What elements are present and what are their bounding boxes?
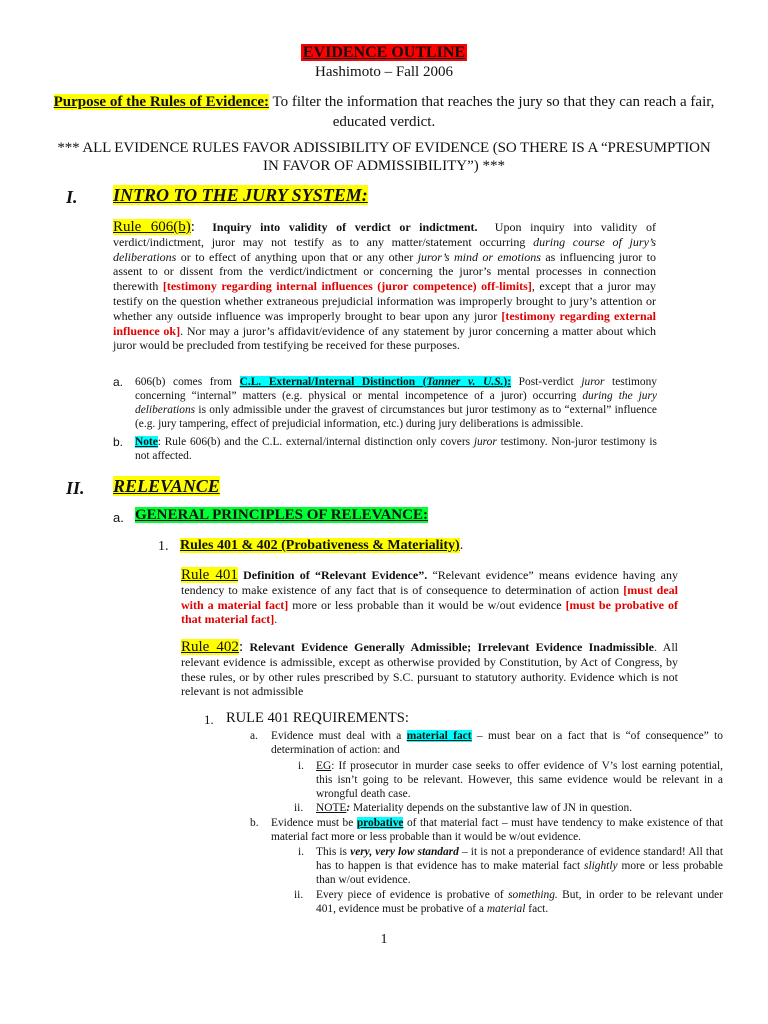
rule-402-heading: Relevant Evidence Generally Admissible; Irrelevant Evidence Inadmissible: [249, 640, 654, 654]
req-a-ii-paragraph: [316, 801, 723, 815]
cl-distinction-label: [240, 376, 511, 388]
purpose-line: [0, 94, 768, 111]
document-subtitle: Hashimoto – Fall 2006: [315, 64, 453, 80]
item-a-text: testimony concerning “internal” matters (e.g. physical or mental incompetence of a juror) occurring: [135, 376, 657, 402]
req-b-ii-paragraph: [316, 888, 723, 916]
rule-402-label: Rule 402: [181, 639, 239, 655]
section-2-numeral: II.: [66, 478, 85, 498]
item-b-text: testimony. Non-juror testimony is not affected.: [135, 436, 657, 462]
item-a-text: 606(b) comes from: [135, 376, 240, 388]
req-a-i-marker: i.: [298, 760, 305, 772]
item-a-text: is only admissible under the gravest of circumstances but juror testimony as to “external” influence (e.g. jury tampering, effect of prejudicial information, etc.) during jury deliberations is admissible.: [135, 404, 657, 430]
rule-606b-label: Rule 606(b): [113, 219, 191, 235]
probative-label: probative: [356, 817, 404, 829]
section-2-heading: [113, 476, 220, 497]
note-colon: :: [346, 802, 351, 814]
req-b-marker: b.: [250, 817, 259, 829]
item-a-italic: juror: [581, 376, 605, 388]
rule-606b-text: or to effect of anything upon that or any other: [176, 249, 418, 264]
cl-distinction-end: ):: [503, 376, 511, 388]
item-a-paragraph: [135, 375, 657, 431]
item-b-paragraph: [135, 435, 657, 463]
purpose-text-2: educated verdict.: [332, 114, 436, 130]
rule-606b-text: Upon inquiry into validity of verdict/indictment, juror may not testify as to any matter/statement occurring: [113, 220, 657, 249]
req-b-i-text: This is: [316, 846, 351, 858]
req-b-ii-text: But, in order to be relevant under 401, evidence must be probative of a: [316, 889, 723, 915]
req-a-marker: a.: [250, 730, 258, 742]
purpose-label: Purpose of the Rules of Evidence:: [53, 94, 269, 110]
req-a-i-text: : If prosecutor in murder case seeks to offer evidence of V’s lost earning potential, this isn’t going to be relevant. However, this same evidence would be relevant in a wrongful death case.: [316, 760, 723, 800]
rule-401-label: Rule 401: [181, 567, 238, 583]
sub-a-heading: [135, 507, 428, 524]
section-1-numeral: I.: [66, 187, 78, 207]
item-a-text: Post-verdict: [511, 376, 582, 388]
req-a-i-paragraph: [316, 759, 723, 801]
req-b-paragraph: [271, 816, 723, 844]
material-emphasis: material: [486, 903, 526, 915]
case-name: Tanner v. U.S.: [426, 376, 504, 388]
req-a-text: Evidence must deal with a: [271, 730, 407, 742]
rules-401-402-label: Rules 401 & 402 (Probativeness & Materiality): [180, 538, 460, 553]
sub-1-marker: 1.: [158, 539, 169, 554]
material-fact-label: material fact: [406, 730, 472, 742]
banner-line-1: *** ALL EVIDENCE RULES FAVOR ADISSIBILITY OF EVIDENCE (SO THERE IS A “PRESUMPTION: [57, 140, 711, 156]
req-b-ii-text: fact.: [525, 903, 549, 915]
item-a-marker: a.: [113, 375, 124, 389]
rule-606b-text: , except that a juror may testify on the question whether extraneous prejudicial information was improperly brought to jury’s attention or whether any outside influence was improperly brought to bear upon any juror: [113, 279, 656, 323]
req-heading: RULE 401 REQUIREMENTS:: [226, 710, 409, 726]
req-b-text: of that material fact – must have tendency to make existence of that material fact more or less probable than it would be w/out evidence.: [271, 817, 723, 843]
eg-label: EG: [316, 760, 332, 772]
item-b-text: : Rule 606(b) and the C.L. external/internal distinction only covers: [157, 436, 474, 448]
req-a-ii-marker: ii.: [294, 802, 304, 814]
rule-606b-text: as influencing juror to assent to or dissent from the verdict/indictment or concerning the juror’s mental processes in connection therewith: [113, 249, 656, 294]
cl-distinction-text: C.L. External/Internal Distinction (: [239, 376, 427, 388]
title-text: EVIDENCE OUTLINE: [302, 44, 466, 61]
rule-401-heading: Definition of “Relevant Evidence”.: [243, 568, 428, 582]
rule-401-text: .: [274, 612, 278, 627]
rule-606b-italic-1: during course of jury’s deliberations: [113, 234, 657, 264]
general-principles-label: GENERAL PRINCIPLES OF RELEVANCE:: [135, 507, 428, 523]
rule-401-text: “Relevant evidence” means evidence having any tendency to make existence of any fact that is of consequence to determination of action: [181, 568, 678, 597]
req-b-ii-marker: ii.: [294, 889, 304, 901]
rule-606b-paragraph: Rule 606(b): Inquiry into validity of verdict or indictment. Upon inquiry into validity of verdict/indictment, juror may not testify as to any matter/statement occurring during course of jury’s deliberations or to effect of anything upon that or any other juror’s mind or emotions as influencing juror to assent to or dissent from the verdict/indictment or concerning the juror’s mental processes in connection therewith [testimony regarding internal influences (juror competence) off-limits], except that a juror may testify on the question whether extraneous prejudicial information was improperly brought to jury’s attention or whether any outside influence was improperly brought to bear upon any juror [testimony regarding external influence ok]. Nor may a juror’s affidavit/evidence of any statement by juror concerning a matter about which juror would be precluded from testifying be received for these purposes.: [113, 219, 657, 353]
page-number: 1: [380, 932, 388, 947]
rule-401-text: more or less probable than it would be w/out evidence: [288, 597, 566, 612]
rule-606b-heading: Inquiry into validity of verdict or indictment.: [212, 220, 478, 234]
rule-606b-bracket-external: [testimony regarding external influence ok]: [113, 308, 656, 338]
rule-606b-italic-2: juror’s mind or emotions: [417, 249, 541, 264]
banner-line-2: IN FAVOR OF ADMISSIBILITY”) ***: [263, 158, 505, 174]
req-b-ii-text: Every piece of evidence is probative of: [316, 889, 509, 901]
rule-401-bracket-material: [must deal with a material fact]: [181, 582, 679, 612]
rules-401-402-end: .: [459, 538, 464, 553]
slightly-emphasis: slightly: [584, 860, 618, 872]
rule-606b-bracket-internal: [testimony regarding internal influences (juror competence) off-limits]: [162, 279, 532, 294]
section-1-title: INTRO TO THE JURY SYSTEM:: [113, 185, 368, 205]
note-label: Note: [135, 436, 158, 448]
document-title: [0, 44, 768, 62]
req-a-paragraph: [271, 729, 723, 757]
req-a-text: – must bear on a fact that is “of consequence” to determination of action: and: [271, 730, 723, 756]
req-b-i-paragraph: [316, 845, 723, 887]
item-b-marker: b.: [113, 435, 124, 449]
req-b-text: Evidence must be: [271, 817, 357, 829]
rule-401-bracket-probative: [must be probative of that material fact]: [181, 597, 679, 627]
rule-402-text: . All relevant evidence is admissible, except as otherwise provided by Constitution, by Act of Congress, by these rules, or by other rules prescribed by S.C. pursuant to statutory authority. Evidence which is not relevant is not admissible: [181, 640, 679, 699]
rule-606b-text: . Nor may a juror’s affidavit/evidence of any statement by juror concerning a matter about which juror would be precluded from testifying be received for these purposes.: [113, 323, 657, 353]
req-b-i-marker: i.: [298, 846, 305, 858]
item-b-italic: juror: [473, 436, 497, 448]
section-1-heading: [113, 185, 368, 206]
req-marker: 1.: [204, 712, 214, 727]
note-label-2: NOTE: [316, 802, 347, 814]
sub-a-marker: a.: [113, 510, 124, 525]
rule-401-paragraph: [181, 568, 678, 627]
something-emphasis: something.: [508, 889, 558, 901]
sub-1-heading: [180, 538, 463, 554]
low-standard-emphasis: very, very low standard: [350, 846, 459, 858]
req-a-ii-text: Materiality depends on the substantive law of JN in question.: [350, 802, 633, 814]
rule-402-paragraph: Rule 402: Relevant Evidence Generally Admissible; Irrelevant Evidence Inadmissible. All relevant evidence is admissible, except as otherwise provided by Constitution, by Act of Congress, by these rules, or by other rules prescribed by S.C. pursuant to statutory authority. Evidence which is not relevant is not admissible: [181, 639, 679, 699]
item-a-italic: during the jury deliberations: [135, 390, 657, 416]
req-b-i-text: more or less probable than w/out evidence.: [316, 860, 723, 886]
section-2-title: RELEVANCE: [113, 476, 220, 496]
req-b-i-text: – it is not a preponderance of evidence standard! All that has to happen is that evidence has to make material fact: [316, 846, 723, 872]
purpose-text-1: To filter the information that reaches the jury so that they can reach a fair,: [272, 94, 715, 110]
